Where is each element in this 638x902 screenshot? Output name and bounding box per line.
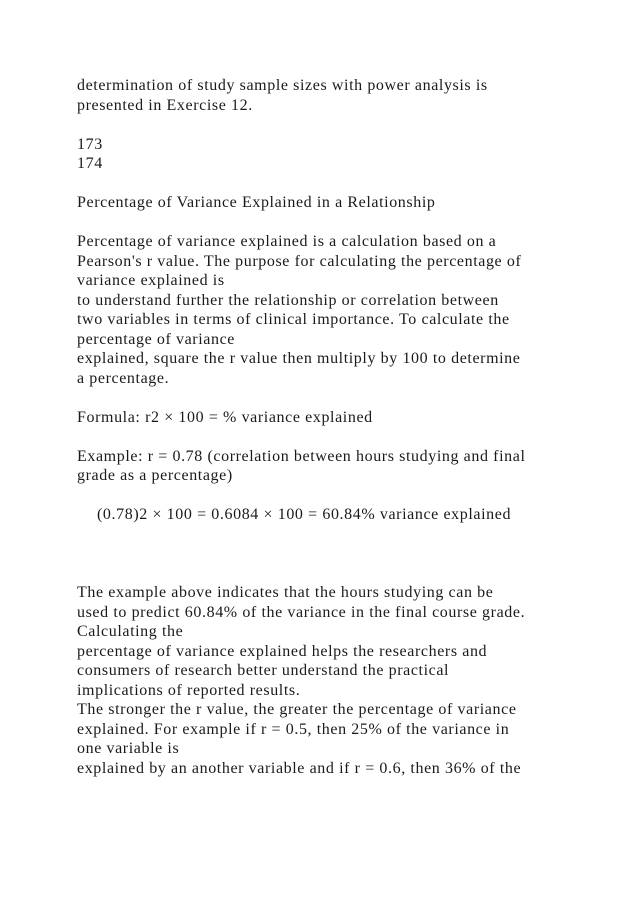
text-line: explained by an another variable and if r = 0.6, then 36% of the (77, 759, 522, 777)
text-line: to understand further the relationship or correlation between (77, 291, 499, 309)
document-body (77, 76, 597, 778)
text-line: consumers of research better understand the practical (77, 662, 450, 679)
text-line: used to predict 60.84% of the variance in the final course grade. (77, 603, 526, 621)
formula-line: Formula: r2 × 100 = % variance explained (77, 408, 373, 426)
text-line: percentage of variance explained helps the researchers and (77, 642, 488, 660)
text-line: Pearson's r value. The purpose for calculating the percentage of (77, 252, 522, 270)
text-line: Percentage of variance explained is a calculation based on a (77, 233, 497, 250)
text-line: variance explained is (77, 272, 225, 289)
example-line: Example: r = 0.78 (correlation between hours studying and final (77, 447, 526, 465)
blank-line (77, 564, 597, 584)
example-line: grade as a percentage) (77, 467, 233, 484)
blank-line (77, 525, 597, 545)
text-line: two variables in terms of clinical importance. To calculate the (77, 311, 510, 328)
text-line: presented in Exercise 12. (77, 96, 253, 114)
blank-line (77, 427, 597, 447)
text-line: Calculating the (77, 623, 184, 640)
page-number: 173 (77, 135, 103, 153)
text-line: explained. For example if r = 0.5, then 25% of the variance in (77, 720, 510, 738)
text-line: The stronger the r value, the greater the percentage of variance (77, 701, 517, 718)
text-line: percentage of variance (77, 330, 235, 348)
text-line: a percentage. (77, 369, 170, 387)
blank-line (77, 174, 597, 194)
page-number: 174 (77, 155, 103, 172)
blank-line (77, 486, 597, 506)
text-line: implications of reported results. (77, 681, 301, 699)
calculation-line: (0.78)2 × 100 = 0.6084 × 100 = 60.84% variance explained (97, 506, 512, 523)
blank-line (77, 544, 597, 564)
blank-line (77, 388, 597, 408)
text-line: The example above indicates that the hours studying can be (77, 584, 494, 601)
section-heading: Percentage of Variance Explained in a Relationship (77, 194, 436, 211)
text-line: one variable is (77, 740, 180, 757)
blank-line (77, 213, 597, 233)
text-line: explained, square the r value then multiply by 100 to determine (77, 350, 521, 367)
blank-line (77, 115, 597, 135)
text-line: determination of study sample sizes with power analysis is (77, 77, 488, 94)
